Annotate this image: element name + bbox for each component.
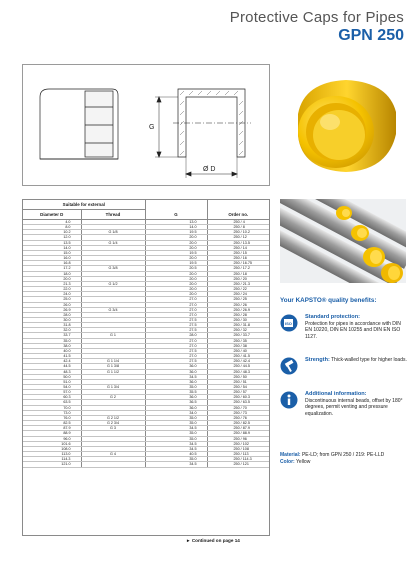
benefit-text: Protection for pipes in accordance with DIN EN 10220, DIN EN 10255 and DIN EN ISO 1127. (305, 321, 401, 340)
cell-diameter: 38.0 (23, 343, 81, 348)
cell-g: 36.5 (145, 400, 207, 405)
cell-diameter: 12.0 (23, 235, 81, 240)
cell-order: 250 / 63.5 (207, 400, 269, 405)
cell-order: 250 / 15 (207, 250, 269, 255)
cell-diameter: 21.3 (23, 281, 81, 286)
cell-g: 28.0 (145, 333, 207, 338)
cell-g: 20.0 (145, 276, 207, 281)
cell-g: 20.0 (145, 271, 207, 276)
cell-diameter: 57.0 (23, 390, 81, 395)
cell-diameter: 26.0 (23, 302, 81, 307)
cell-order: 250 / 44.5 (207, 364, 269, 369)
cell-order: 250 / 33.7 (207, 333, 269, 338)
cell-order: 250 / 82.5 (207, 421, 269, 426)
cell-thread: G 1/4 (81, 240, 145, 245)
cell-diameter: 41.5 (23, 354, 81, 359)
cell-order: 250 / 10.2 (207, 230, 269, 235)
cell-g: 27.0 (145, 307, 207, 312)
cell-order: 250 / 57 (207, 390, 269, 395)
cell-order: 250 / 8 (207, 225, 269, 230)
cell-g: 36.0 (145, 379, 207, 384)
cell-order: 250 / 113 (207, 452, 269, 457)
cell-diameter: 88.9 (23, 431, 81, 436)
cell-diameter: 42.4 (23, 359, 81, 364)
color-value: Yellow (296, 459, 311, 465)
col-g: G (145, 210, 207, 220)
cell-diameter: 8.0 (23, 225, 81, 230)
cell-diameter: 48.3 (23, 369, 81, 374)
cell-diameter: 113.0 (23, 452, 81, 457)
cell-g: 14.0 (145, 225, 207, 230)
cell-g: 35.0 (145, 431, 207, 436)
cell-diameter: 17.2 (23, 266, 81, 271)
cell-g: 35.5 (145, 390, 207, 395)
cell-order: 250 / 17.2 (207, 266, 269, 271)
cell-diameter: 96.0 (23, 436, 81, 441)
cell-g: 27.0 (145, 297, 207, 302)
cap-section-view (155, 89, 251, 178)
cell-order: 250 / 31.8 (207, 323, 269, 328)
benefit-standard-protection (280, 314, 408, 354)
col-diameter: Diameter D (23, 210, 81, 220)
cell-g: 35.0 (145, 436, 207, 441)
cell-g: 19.5 (145, 230, 207, 235)
svg-text:ISO: ISO (285, 321, 292, 326)
cell-order: 250 / 50 (207, 374, 269, 379)
cell-diameter: 108.0 (23, 446, 81, 451)
cell-g: 36.0 (145, 364, 207, 369)
cell-g: 40.5 (145, 452, 207, 457)
cell-thread: G 1 3/4 (81, 385, 145, 390)
cell-order: 250 / 16 (207, 256, 269, 261)
hammer-icon (280, 357, 298, 375)
cell-order: 250 / 25 (207, 297, 269, 302)
cell-g: 36.0 (145, 395, 207, 400)
cell-order: 250 / 40 (207, 348, 269, 353)
cell-order: 250 / 32 (207, 328, 269, 333)
yellow-cap-photo (284, 62, 408, 182)
cell-order: 250 / 30 (207, 317, 269, 322)
cell-order: 250 / 26.9 (207, 307, 269, 312)
cell-g: 34.5 (145, 441, 207, 446)
cell-diameter: 70.0 (23, 405, 81, 410)
cell-order: 250 / 51 (207, 379, 269, 384)
table-row (23, 462, 269, 467)
cell-thread: G 3 (81, 426, 145, 431)
cell-g: 34.5 (145, 426, 207, 431)
cell-diameter: 33.7 (23, 333, 81, 338)
material-label: Material: (280, 452, 301, 458)
benefit-title: Additional information: (305, 391, 367, 397)
cell-diameter: 51.0 (23, 379, 81, 384)
cell-order: 250 / 13.5 (207, 240, 269, 245)
cell-g: 20.0 (145, 287, 207, 292)
cell-order: 250 / 96 (207, 436, 269, 441)
cell-g: 20.0 (145, 292, 207, 297)
cell-diameter: 73.0 (23, 410, 81, 415)
cell-order: 250 / 14 (207, 245, 269, 250)
col-thread: Thread (81, 210, 145, 220)
cell-order: 250 / 26 (207, 302, 269, 307)
cell-diameter: 15.0 (23, 250, 81, 255)
cell-g: 35.0 (145, 457, 207, 462)
cell-thread: G 2 1/2 (81, 415, 145, 420)
cell-g: 19.5 (145, 250, 207, 255)
cell-diameter: 18.0 (23, 271, 81, 276)
cell-thread: G 4 (81, 452, 145, 457)
cell-g: 27.0 (145, 302, 207, 307)
cell-g: 20.0 (145, 235, 207, 240)
benefit-text: Discontinuous internal beads, offset by 180° degrees, permit venting and pressure equalization. (305, 398, 403, 417)
cell-order: 250 / 21.3 (207, 281, 269, 286)
cell-g: 34.5 (145, 462, 207, 467)
cell-g: 27.0 (145, 354, 207, 359)
technical-drawing (22, 64, 270, 186)
cell-diameter: 22.0 (23, 287, 81, 292)
cell-diameter: 87.9 (23, 426, 81, 431)
cell-diameter: 16.8 (23, 261, 81, 266)
cell-g: 34.5 (145, 374, 207, 379)
cell-diameter: 16.0 (23, 256, 81, 261)
cell-order: 250 / 88.9 (207, 431, 269, 436)
cell-order: 250 / 70 (207, 405, 269, 410)
cell-diameter: 13.5 (23, 240, 81, 245)
cell-order: 250 / 42.4 (207, 359, 269, 364)
cell-g: 27.0 (145, 312, 207, 317)
dimension-g-label: G (149, 124, 155, 131)
cell-diameter: 30.0 (23, 317, 81, 322)
cell-order: 250 / 35 (207, 338, 269, 343)
cell-g: 27.5 (145, 323, 207, 328)
cell-thread: G 2 3/4 (81, 421, 145, 426)
cell-diameter: 20.0 (23, 276, 81, 281)
cell-g: 13.0 (145, 220, 207, 225)
cell-diameter: 25.0 (23, 297, 81, 302)
cell-thread: G 3/4 (81, 307, 145, 312)
product-code: GPN 250 (338, 27, 404, 44)
cell-order: 250 / 108 (207, 446, 269, 451)
cell-diameter: 60.3 (23, 395, 81, 400)
benefit-title: Standard protection: (305, 314, 361, 320)
col-order: Order no. (207, 210, 269, 220)
cell-g: 27.0 (145, 338, 207, 343)
material-value: PE-LD; from GPN 250 / 219: PE-LLD (301, 452, 385, 458)
cell-g: 34.5 (145, 446, 207, 451)
cell-g: 20.5 (145, 266, 207, 271)
cell-g: 20.0 (145, 245, 207, 250)
cell-g: 35.0 (145, 421, 207, 426)
cell-diameter: 50.0 (23, 374, 81, 379)
cell-diameter: 121.0 (23, 462, 81, 467)
cell-order: 250 / 76 (207, 415, 269, 420)
cell-g: 36.0 (145, 405, 207, 410)
cell-g: 27.5 (145, 317, 207, 322)
material-info (280, 452, 384, 466)
sizes-table (22, 199, 270, 536)
cell-g: 20.0 (145, 281, 207, 286)
cell-g: 20.0 (145, 256, 207, 261)
cell-order: 250 / 18 (207, 271, 269, 276)
cell-g: 34.0 (145, 410, 207, 415)
cell-thread: G 1 (81, 333, 145, 338)
cell-diameter: 14.0 (23, 245, 81, 250)
cell-order: 250 / 121 (207, 462, 269, 467)
cell-order: 250 / 20 (207, 276, 269, 281)
cell-thread: G 1 1/4 (81, 359, 145, 364)
cell-order: 250 / 102 (207, 441, 269, 446)
cell-thread: G 1/2 (81, 281, 145, 286)
cell-order: 250 / 4 (207, 220, 269, 225)
cell-g: 36.0 (145, 369, 207, 374)
cell-g: 27.5 (145, 328, 207, 333)
cell-diameter: 26.9 (23, 307, 81, 312)
cell-thread: G 1 1/2 (81, 369, 145, 374)
cell-diameter: 101.6 (23, 441, 81, 446)
continued-note[interactable]: ► Continued on page 14 (186, 538, 240, 543)
benefit-additional-info (280, 391, 408, 441)
cell-g: 27.0 (145, 343, 207, 348)
cell-thread (81, 462, 145, 467)
cell-diameter: 10.2 (23, 230, 81, 235)
cell-order: 250 / 12 (207, 235, 269, 240)
cell-g: 35.0 (145, 385, 207, 390)
cell-diameter: 63.5 (23, 400, 81, 405)
page-title: Protective Caps for Pipes (229, 9, 404, 26)
benefit-title: Strength: (305, 357, 330, 363)
cell-diameter: 44.5 (23, 364, 81, 369)
color-label: Color: (280, 459, 295, 465)
cell-diameter: 114.3 (23, 457, 81, 462)
dimension-d-label: Ø D (203, 166, 216, 173)
info-icon (280, 391, 298, 409)
cell-order: 250 / 16.75 (207, 261, 269, 266)
cell-g: 20.0 (145, 240, 207, 245)
benefit-text: Thick-walled type for higher loads. (331, 357, 407, 363)
cap-side-view (40, 89, 118, 159)
benefits-heading: Your KAPSTO® quality benefits: (280, 297, 377, 304)
cell-thread: G 2 (81, 395, 145, 400)
cell-thread: G 3/8 (81, 266, 145, 271)
cell-order: 250 / 38 (207, 343, 269, 348)
cell-order: 250 / 87.9 (207, 426, 269, 431)
cell-diameter: 76.0 (23, 415, 81, 420)
cell-diameter: 24.0 (23, 292, 81, 297)
cell-order: 250 / 73 (207, 410, 269, 415)
cell-g: 35.0 (145, 415, 207, 420)
iso-certificate-icon (280, 314, 298, 332)
cell-g: 27.5 (145, 359, 207, 364)
cell-diameter: 4.0 (23, 220, 81, 225)
cell-diameter: 28.0 (23, 312, 81, 317)
cell-g: 27.5 (145, 348, 207, 353)
cell-diameter: 31.8 (23, 323, 81, 328)
cell-diameter: 82.5 (23, 421, 81, 426)
cell-diameter: 32.0 (23, 328, 81, 333)
pipes-photo (280, 199, 406, 283)
cell-order: 250 / 41.5 (207, 354, 269, 359)
cell-order: 250 / 54 (207, 385, 269, 390)
cell-order: 250 / 24 (207, 292, 269, 297)
cell-thread: G 1/8 (81, 230, 145, 235)
cell-diameter: 35.0 (23, 338, 81, 343)
cell-diameter: 40.0 (23, 348, 81, 353)
cell-g: 19.5 (145, 261, 207, 266)
cell-diameter: 54.0 (23, 385, 81, 390)
group-header: Suitable for external (23, 200, 145, 210)
cell-order: 250 / 60.3 (207, 395, 269, 400)
cell-order: 250 / 22 (207, 287, 269, 292)
cell-order: 250 / 28 (207, 312, 269, 317)
cell-order: 250 / 114.3 (207, 457, 269, 462)
cell-order: 250 / 48.3 (207, 369, 269, 374)
cell-thread: G 1 3/8 (81, 364, 145, 369)
benefit-strength (280, 357, 408, 381)
